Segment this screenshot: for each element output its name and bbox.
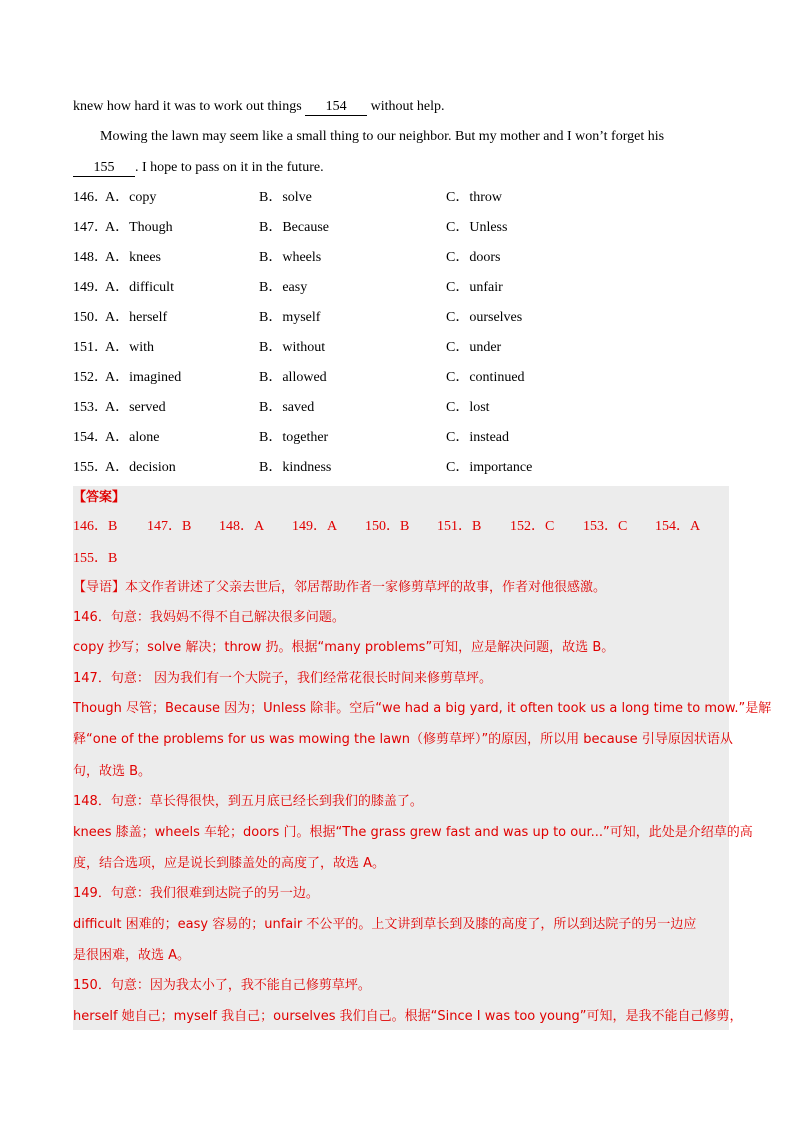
- option-a: A．Though: [105, 220, 173, 235]
- option-row: [73, 430, 733, 446]
- option-a: A．knees: [105, 250, 161, 265]
- question-number: 153．: [73, 400, 108, 415]
- option-b: B．together: [259, 430, 329, 445]
- answer-key: 150．B: [365, 519, 410, 534]
- option-a: A．decision: [105, 460, 176, 475]
- guide-text: 【导语】本文作者讲述了父亲去世后，邻居帮助作者一家修剪草坪的故事，作者对他很感激。: [73, 580, 607, 595]
- explanation-150-title: 150．句意：因为我太小了，我不能自己修剪草坪。: [73, 978, 371, 993]
- blank-155: 155: [73, 160, 135, 177]
- option-c: C．ourselves: [446, 310, 523, 325]
- question-number: 146．: [73, 190, 108, 205]
- answer-key-last: 155．B: [73, 551, 118, 566]
- option-row: [73, 250, 733, 266]
- option-a: A．difficult: [105, 280, 174, 295]
- question-number: 154．: [73, 430, 108, 445]
- explanation-146-body: copy 抄写；solve 解决；throw 扔。根据“many problems”可知，应是解决问题，故选 B。: [73, 640, 615, 655]
- passage-text: without help.: [367, 99, 445, 114]
- option-b: B．wheels: [259, 250, 322, 265]
- passage-line-3: [73, 160, 324, 177]
- answer-key: 152．C: [510, 519, 555, 534]
- explanation-148-body: knees 膝盖；wheels 车轮；doors 门。根据“The grass grew fast and was up to our...”可知，此处是介绍草的高: [73, 825, 753, 840]
- option-row: [73, 400, 733, 416]
- answer-key: 148．A: [219, 519, 265, 534]
- option-a: A．imagined: [105, 370, 182, 385]
- passage-line-2: Mowing the lawn may seem like a small thing to our neighbor. But my mother and I won’t forget his: [100, 129, 665, 144]
- answer-key: 153．C: [583, 519, 628, 534]
- explanation-147-body: Though 尽管；Because 因为；Unless 除非。空后“we had a big yard, it often took us a long time to mow.”是解: [73, 701, 772, 716]
- answer-key: 149．A: [292, 519, 338, 534]
- answer-key: 154．A: [655, 519, 701, 534]
- question-number: 148．: [73, 250, 108, 265]
- option-row: [73, 460, 733, 476]
- question-number: 150．: [73, 310, 108, 325]
- explanation-146-title: 146．句意：我妈妈不得不自己解决很多问题。: [73, 610, 345, 625]
- option-b: B．Because: [259, 220, 329, 235]
- option-c: C．throw: [446, 190, 502, 205]
- option-row: [73, 280, 733, 296]
- option-a: A．copy: [105, 190, 157, 205]
- option-c: C．instead: [446, 430, 509, 445]
- explanation-149-title: 149．句意：我们很难到达院子的另一边。: [73, 886, 319, 901]
- option-row: [73, 220, 733, 236]
- option-row: [73, 310, 733, 326]
- question-number: 151．: [73, 340, 108, 355]
- option-b: B．kindness: [259, 460, 332, 475]
- answer-key: 147．B: [147, 519, 192, 534]
- question-number: 149．: [73, 280, 108, 295]
- option-b: B．saved: [259, 400, 315, 415]
- option-c: C．under: [446, 340, 502, 355]
- option-row: [73, 190, 733, 206]
- explanation-147-title: 147．句意： 因为我们有一个大院子，我们经常花很长时间来修剪草坪。: [73, 671, 492, 686]
- option-row: [73, 370, 733, 386]
- answer-keys-row: [73, 519, 733, 535]
- explanation-147-body: 释“one of the problems for us was mowing the lawn（修剪草坪）”的原因，所以用 because 引导原因状语从: [73, 732, 733, 747]
- blank-154: 154: [305, 99, 367, 116]
- answer-key: 146．B: [73, 519, 118, 534]
- answer-key: 151．B: [437, 519, 482, 534]
- passage-line-1: [73, 99, 445, 116]
- question-number: 152．: [73, 370, 108, 385]
- option-b: B．without: [259, 340, 326, 355]
- option-c: C．unfair: [446, 280, 503, 295]
- option-c: C．continued: [446, 370, 525, 385]
- question-number: 155．: [73, 460, 108, 475]
- passage-text: knew how hard it was to work out things: [73, 99, 306, 114]
- option-a: A．served: [105, 400, 166, 415]
- explanation-150-body: herself 她自己；myself 我自己；ourselves 我们自己。根据“Since I was too young”可知，是我不能自己修剪，: [73, 1009, 743, 1024]
- option-c: C．lost: [446, 400, 490, 415]
- question-number: 147．: [73, 220, 108, 235]
- explanation-148-title: 148．句意：草长得很快，到五月底已经长到我们的膝盖了。: [73, 794, 423, 809]
- option-b: B．myself: [259, 310, 321, 325]
- option-c: C．doors: [446, 250, 501, 265]
- answer-heading: 【答案】: [73, 490, 126, 505]
- option-a: A．alone: [105, 430, 160, 445]
- option-c: C．importance: [446, 460, 533, 475]
- option-b: B．easy: [259, 280, 308, 295]
- option-b: B．solve: [259, 190, 312, 205]
- explanation-149-body: difficult 困难的；easy 容易的；unfair 不公平的。上文讲到草长到及膝的高度了，所以到达院子的另一边应: [73, 917, 697, 932]
- option-row: [73, 340, 733, 356]
- explanation-147-body: 句，故选 B。: [73, 764, 152, 779]
- explanation-149-body: 是很困难，故选 A。: [73, 948, 191, 963]
- option-c: C．Unless: [446, 220, 508, 235]
- option-a: A．herself: [105, 310, 168, 325]
- explanation-148-body: 度，结合选项，应是说长到膝盖处的高度了，故选 A。: [73, 856, 386, 871]
- passage-text: . I hope to pass on it in the future.: [135, 160, 324, 175]
- option-a: A．with: [105, 340, 154, 355]
- option-b: B．allowed: [259, 370, 327, 385]
